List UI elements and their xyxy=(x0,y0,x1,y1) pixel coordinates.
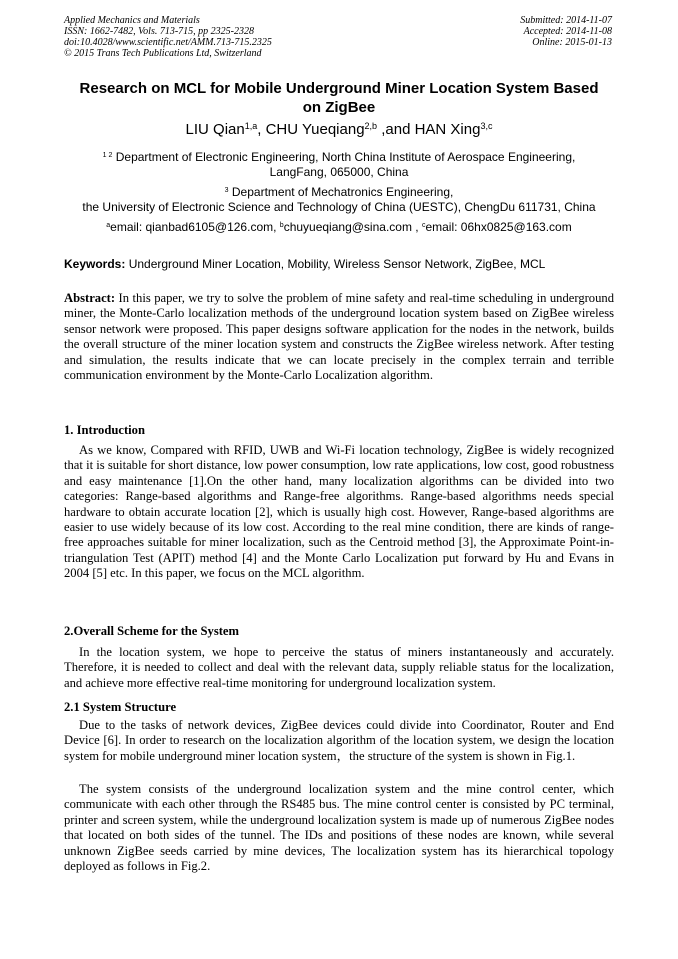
email-c[interactable]: email: 06hx0825@163.com xyxy=(425,220,572,234)
section-2-1-text-2: The system consists of the underground localization system and the mine control center, which communicate with each other through the RS485 bus. The mine control center is consisted by PC terminal, printer and screen system, while the underground localization system is made up of numerous ZigBee nodes that located on both sides of the tunnel. The IDs and positions of these nodes are known, while several unknown ZigBee seeds carried by mine devices, The localization system has its hierarchical topology deployed as follows in Fig.2. xyxy=(64,782,614,874)
keywords-label: Keywords: xyxy=(64,257,126,271)
author-2: , CHU Yueqiang xyxy=(257,121,365,138)
doi-line[interactable]: doi:10.4028/www.scientific.net/AMM.713-715.2325 xyxy=(64,37,272,48)
submitted-date: Submitted: 2014-11-07 xyxy=(520,15,612,26)
section-2-1-paragraph-1 xyxy=(64,718,614,764)
keywords xyxy=(64,257,614,272)
author-2-sup: 2,b xyxy=(364,121,378,131)
section-2-heading: 2.Overall Scheme for the System xyxy=(64,624,239,638)
author-list xyxy=(56,121,622,139)
email-a-sup: a xyxy=(106,222,111,229)
affiliation-2-line-1: Department of Mechatronics Engineering, xyxy=(228,185,454,199)
section-1-heading: 1. Introduction xyxy=(64,423,145,437)
journal-header-left xyxy=(64,15,272,59)
affiliation-2 xyxy=(40,185,638,215)
paper-title xyxy=(56,79,622,117)
affiliation-2-line-2: the University of Electronic Science and Technology of China (UESTC), ChengDu 611731, China xyxy=(82,200,596,214)
author-emails xyxy=(40,220,638,235)
abstract-text: In this paper, we try to solve the problem of mine safety and real-time scheduling in underground miner, the Monte-Carlo localization methods of the underground location system based on ZigBee wireless sensor network were proposed. This paper designs software application for the nodes in the network, builds the overall structure of the miner location system and constructs the ZigBee wireless network. After testing and simulation, the results indicate that we can locate precisely in the complex terrain and terrible communication environment by the Monte-Carlo Localization algorithm. xyxy=(64,291,614,383)
copyright-line: © 2015 Trans Tech Publications Ltd, Switzerland xyxy=(64,48,262,59)
issn-line: ISSN: 1662-7482, Vols. 713-715, pp 2325-2328 xyxy=(64,26,254,37)
email-b[interactable]: chuyueqiang@sina.com , xyxy=(283,220,422,234)
section-1-paragraph xyxy=(64,443,614,582)
journal-header-right xyxy=(520,15,612,48)
affiliation-1 xyxy=(40,150,638,180)
abstract xyxy=(64,291,614,383)
email-a[interactable]: email: qianbad6105@126.com, xyxy=(110,220,280,234)
keywords-text: Underground Miner Location, Mobility, Wireless Sensor Network, ZigBee, MCL xyxy=(125,257,546,271)
section-2-paragraph xyxy=(64,645,614,691)
affiliation-1-line-1: Department of Electronic Engineering, North China Institute of Aerospace Engineering, xyxy=(112,150,576,164)
author-1-sup: 1,a xyxy=(244,121,258,131)
section-2-text: In the location system, we hope to perceive the status of miners instantaneously and accurately. Therefore, it is needed to collect and deal with the relevant data, supply reliable status for the localization, and achieve more effective real-time monitoring for underground localization system. xyxy=(64,645,614,690)
author-1: LIU Qian xyxy=(185,121,245,138)
title-line-2: on ZigBee xyxy=(302,99,376,116)
abstract-label: Abstract: xyxy=(64,291,116,305)
affiliation-2-sup: 3 xyxy=(224,187,229,194)
section-2-1-text-1: Due to the tasks of network devices, ZigBee devices could divide into Coordinator, Router and End Device [6]. In order to research on the localization algorithm of the location system, we design the location system for mobile underground miner location system，the structure of the system is shown in Fig.1. xyxy=(64,718,614,763)
email-b-sup: b xyxy=(279,222,284,229)
affiliation-1-sup: 1 2 xyxy=(102,152,113,159)
section-2-1-paragraph-2 xyxy=(64,782,614,874)
email-c-sup: c xyxy=(421,222,426,229)
affiliation-1-line-2: LangFang, 065000, China xyxy=(269,165,409,179)
section-2-1-heading: 2.1 System Structure xyxy=(64,700,177,714)
accepted-date: Accepted: 2014-11-08 xyxy=(523,26,612,37)
journal-name: Applied Mechanics and Materials xyxy=(64,15,200,26)
title-line-1: Research on MCL for Mobile Underground Miner Location System Based xyxy=(79,80,599,97)
author-3: ,and HAN Xing xyxy=(377,121,481,138)
section-1-text: As we know, Compared with RFID, UWB and Wi-Fi location technology, ZigBee is widely recognized that it is suitable for short distance, low power consumption, low rate applications, low cost, good robustness and easy maintenance [1].On the other hand, many localization algorithms can be divided into two categories: Range-based algorithms and Range-free algorithms. Range-based algorithms needs special hardware to obtain accurate location [2], which is usually high cost. However, Range-based algorithms are easier to use widely because of its low cost. According to the real mine condition, there are kinds of range-free approaches suitable for miner localization, such as the Centroid method [3], the Approximate Point-in-triangulation Test (APIT) method [4] and the Monte Carlo Localization put forward by Hu and Evans in 2004 [5] etc. In this paper, we focus on the MCL algorithm. xyxy=(64,443,614,581)
online-date: Online: 2015-01-13 xyxy=(532,37,612,48)
author-3-sup: 3,c xyxy=(480,121,493,131)
